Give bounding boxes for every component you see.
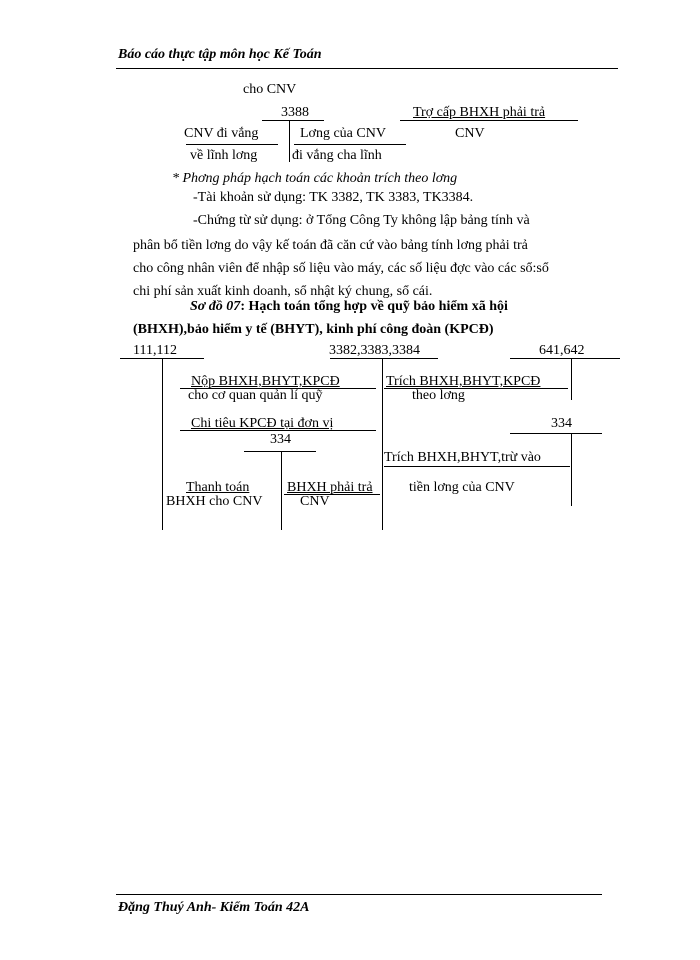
docs-used-line1: -Chứng từ sử dụng: ở Tổng Công Ty không lập bảng tính và xyxy=(193,213,530,228)
diagram2-t4-top xyxy=(510,433,602,434)
diagram2-cho-co-quan: cho cơ quan quản lí quỹ xyxy=(188,388,323,403)
diagram1-tro-cap: Trợ cấp BHXH phải trả xyxy=(413,105,546,120)
diagram1-tro-cap-cnv: CNV xyxy=(455,126,485,141)
docs-used-line2: phân bổ tiền lơng do vậy kế toán đã căn cứ vào bảng tính lơng phải trả xyxy=(133,238,528,253)
diagram2-acc-334-left: 334 xyxy=(270,432,291,447)
diagram2-t2-stem xyxy=(382,358,383,530)
diagram1-ve-linh-luong: về lĩnh lơng xyxy=(190,148,258,163)
diagram2-acc-641: 641,642 xyxy=(539,343,585,358)
docs-used-line4: chi phí sản xuất kinh doanh, sổ nhật ký chung, sổ cái. xyxy=(133,284,433,299)
page-header: Báo cáo thực tập môn học Kế Toán xyxy=(118,47,322,62)
diagram1-t-account-top xyxy=(262,120,324,121)
so-do-title-line2: (BHXH),bảo hiểm y tế (BHYT), kinh phí công đoàn (KPCĐ) xyxy=(133,322,494,337)
diagram2-chi-tieu: Chi tiêu KPCĐ tại đơn vị xyxy=(191,416,334,431)
diagram2-t3-stem xyxy=(571,358,572,400)
diagram2-t3-top xyxy=(510,358,620,359)
docs-used-line3: cho công nhân viên để nhập số liệu vào máy, các số liệu đợc vào các sổ:sổ xyxy=(133,261,549,276)
diagram1-cnv-di-vang: CNV đi vắng xyxy=(184,126,259,141)
diagram2-thanh-toan: Thanh toán xyxy=(186,480,250,495)
diagram2-bhxh-phai-tra: BHXH phải trả xyxy=(287,480,373,495)
diagram2-bhxh-cho-cnv: BHXH cho CNV xyxy=(166,494,263,509)
diagram1-account-3388: 3388 xyxy=(281,105,309,120)
diagram1-left-arrow-line xyxy=(186,144,278,145)
diagram2-t5-stem xyxy=(281,451,282,530)
diagram2-nop-rule xyxy=(180,388,376,389)
diagram2-t1-stem xyxy=(162,358,163,530)
diagram2-trich-tru: Trích BHXH,BHYT,trừ vào xyxy=(384,450,541,465)
diagram2-chi-tieu-rule xyxy=(180,430,376,431)
diagram2-nop-bhxh: Nộp BHXH,BHYT,KPCĐ xyxy=(191,374,340,389)
diagram1-tro-cap-rule xyxy=(400,120,578,121)
diagram1-right-arrow-line xyxy=(294,144,406,145)
diagram2-cnv: CNV xyxy=(300,494,330,509)
so-do-title-rest: : Hạch toán tổng hợp về quỹ bảo hiểm xã hội xyxy=(240,299,508,314)
diagram2-t5-top xyxy=(244,451,316,452)
diagram2-tien-luong: tiền lơng của CNV xyxy=(409,480,515,495)
diagram2-acc-334-right: 334 xyxy=(551,416,572,431)
footer-rule xyxy=(116,894,602,895)
diagram2-acc-111: 111,112 xyxy=(133,343,177,358)
diagram2-acc-3382: 3382,3383,3384 xyxy=(329,343,420,358)
diagram2-trich-tru-rule xyxy=(384,466,570,467)
diagram2-trich-bhxh: Trích BHXH,BHYT,KPCĐ xyxy=(386,374,541,389)
diagram1-t-account-stem xyxy=(289,120,290,162)
diagram2-trich-rule xyxy=(384,388,568,389)
accounts-used: -Tài khoản sử dụng: TK 3382, TK 3383, TK3384. xyxy=(193,190,474,205)
diagram1-di-vang-cha-linh: đi vắng cha lĩnh xyxy=(292,148,382,163)
header-rule xyxy=(116,68,618,69)
diagram2-t4-stem xyxy=(571,433,572,506)
diagram1-cho-cnv: cho CNV xyxy=(243,82,297,97)
method-title: * Phơng pháp hạch toán các khoản trích theo lơng xyxy=(172,171,458,186)
diagram2-bottom-rule xyxy=(284,494,380,495)
diagram1-luong-cua-cnv: Lơng của CNV xyxy=(300,126,386,141)
diagram2-t2-top xyxy=(330,358,438,359)
diagram2-theo-luong: theo lơng xyxy=(412,388,465,403)
so-do-label: Sơ đồ 07 xyxy=(190,299,241,314)
page-footer: Đặng Thuý Anh- Kiểm Toán 42A xyxy=(118,900,310,915)
so-do-title xyxy=(190,296,508,318)
